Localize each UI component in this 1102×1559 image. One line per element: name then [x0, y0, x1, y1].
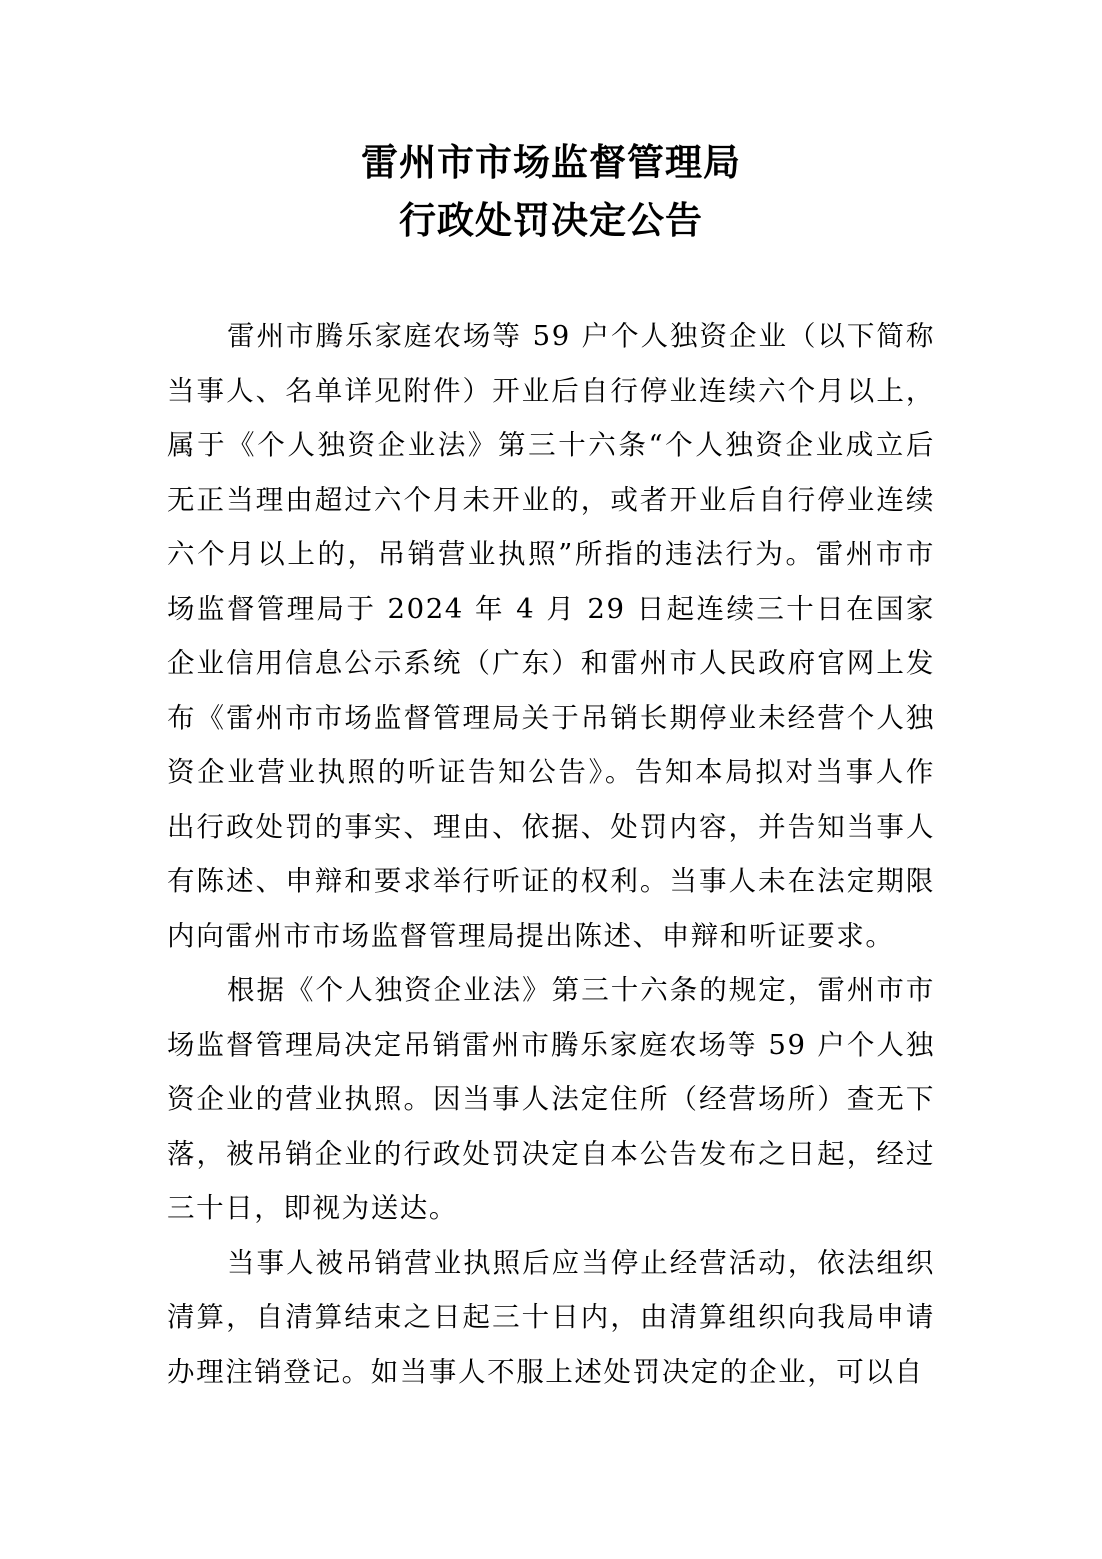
paragraph-facts: 雷州市腾乐家庭农场等 59 户个人独资企业（以下简称当事人、名单详见附件）开业后自行停业连续六个月以上，属于《个人独资企业法》第三十六条“个人独资企业成立后无正当理由超过六个月未开业的，或者开业后自行停业连续六个月以上的，吊销营业执照”所指的违法行为。雷州市市场监督管理局于 2024 年 4 月 29 日起连续三十日在国家企业信用信息公示系统（广东）和雷州市人民政府官网上发布《雷州市市场监督管理局关于吊销长期停业未经营个人独资企业营业执照的听证告知公告》。告知本局拟对当事人作出行政处罚的事实、理由、依据、处罚内容，并告知当事人有陈述、申辩和要求举行听证的权利。当事人未在法定期限内向雷州市市场监督管理局提出陈述、申辩和听证要求。 [167, 320, 935, 952]
paragraph-decision: 根据《个人独资企业法》第三十六条的规定，雷州市市场监督管理局决定吊销雷州市腾乐家庭农场等 59 户个人独资企业的营业执照。因当事人法定住所（经营场所）查无下落，被吊销企业的行政处罚决定自本公告发布之日起，经过三十日，即视为送达。 [167, 974, 935, 1224]
document-subtitle: 行政处罚决定公告 [399, 199, 703, 242]
paragraph-obligations: 当事人被吊销营业执照后应当停止经营活动，依法组织清算，自清算结束之日起三十日内，由清算组织向我局申请办理注销登记。如当事人不服上述处罚决定的企业，可以自 [167, 1246, 935, 1388]
document-title: 雷州市市场监督管理局 [361, 141, 741, 184]
document-body [167, 309, 935, 1399]
